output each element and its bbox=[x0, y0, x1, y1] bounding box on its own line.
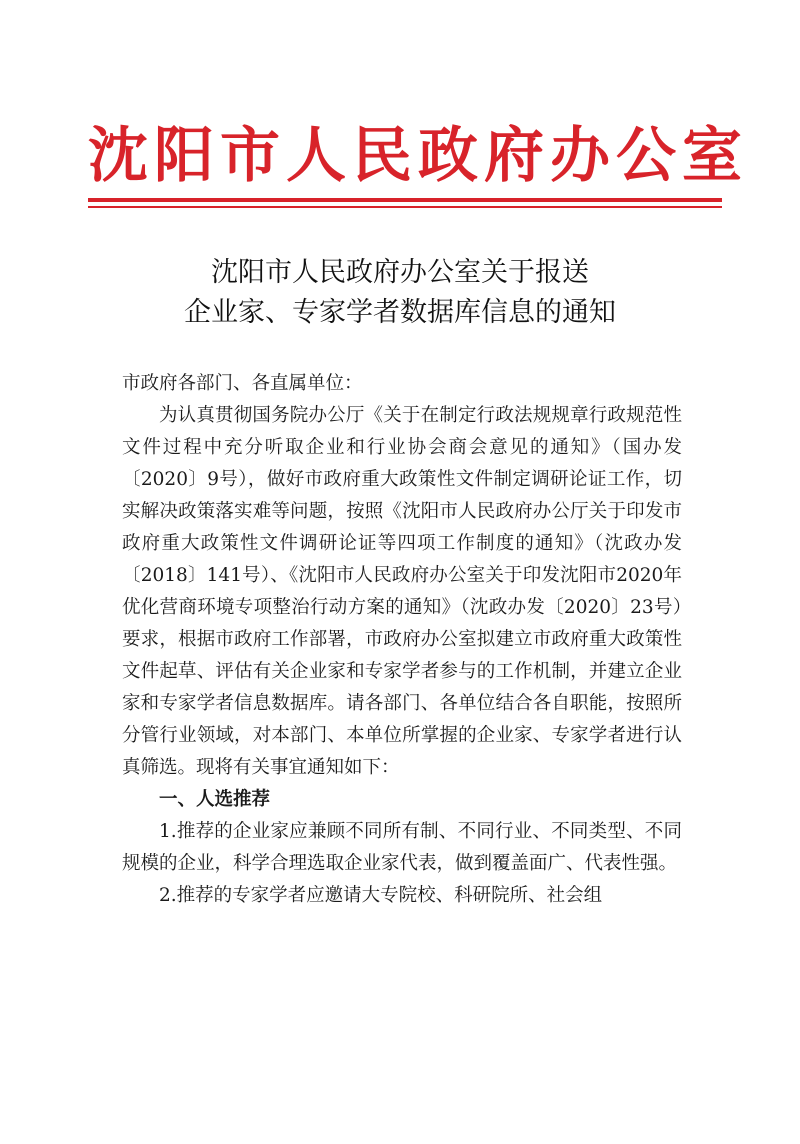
item-2: 2.推荐的专家学者应邀请大专院校、科研院所、社会组 bbox=[159, 885, 603, 906]
letterhead-rule-thick bbox=[88, 198, 722, 202]
item-1: 1.推荐的企业家应兼顾不同所有制、不同行业、不同类型、不同规模的企业，科学合理选取企业家代表，做到覆盖面广、代表性强。 bbox=[122, 821, 682, 874]
section-heading-1: 一、人选推荐 bbox=[159, 789, 271, 810]
letterhead-rule-thin bbox=[88, 206, 722, 208]
letterhead-title: 沈阳市人民政府办公室 bbox=[88, 121, 748, 191]
salutation: 市政府各部门、各直属单位： bbox=[122, 373, 363, 394]
paragraph-intro: 为认真贯彻国务院办公厅《关于在制定行政法规规章行政规范性文件过程中充分听取企业和行业协会商会意见的通知》（国办发〔2020〕9号），做好市政府重大政策性文件制定调研论证工作，切实解决政策落实难等问题，按照《沈阳市人民政府办公厅关于印发市政府重大政策性文件调研论证等四项工作制度的通知》（沈政办发〔2018〕141号）、《沈阳市人民政府办公室关于印发沈阳市2020年优化营商环境专项整治行动方案的通知》（沈政办发〔2020〕23号）要求，根据市政府工作部署，市政府办公室拟建立市政府重大政策性文件起草、评估有关企业家和专家学者参与的工作机制，并建立企业家和专家学者信息数据库。请各部门、各单位结合各自职能，按照所分管行业领域，对本部门、本单位所掌握的企业家、专家学者进行认真筛选。现将有关事宜通知如下： bbox=[122, 405, 682, 778]
document-body bbox=[122, 368, 682, 912]
document-title-line-2: 企业家、专家学者数据库信息的通知 bbox=[184, 297, 616, 328]
document-title-line-1: 沈阳市人民政府办公室关于报送 bbox=[211, 257, 589, 288]
